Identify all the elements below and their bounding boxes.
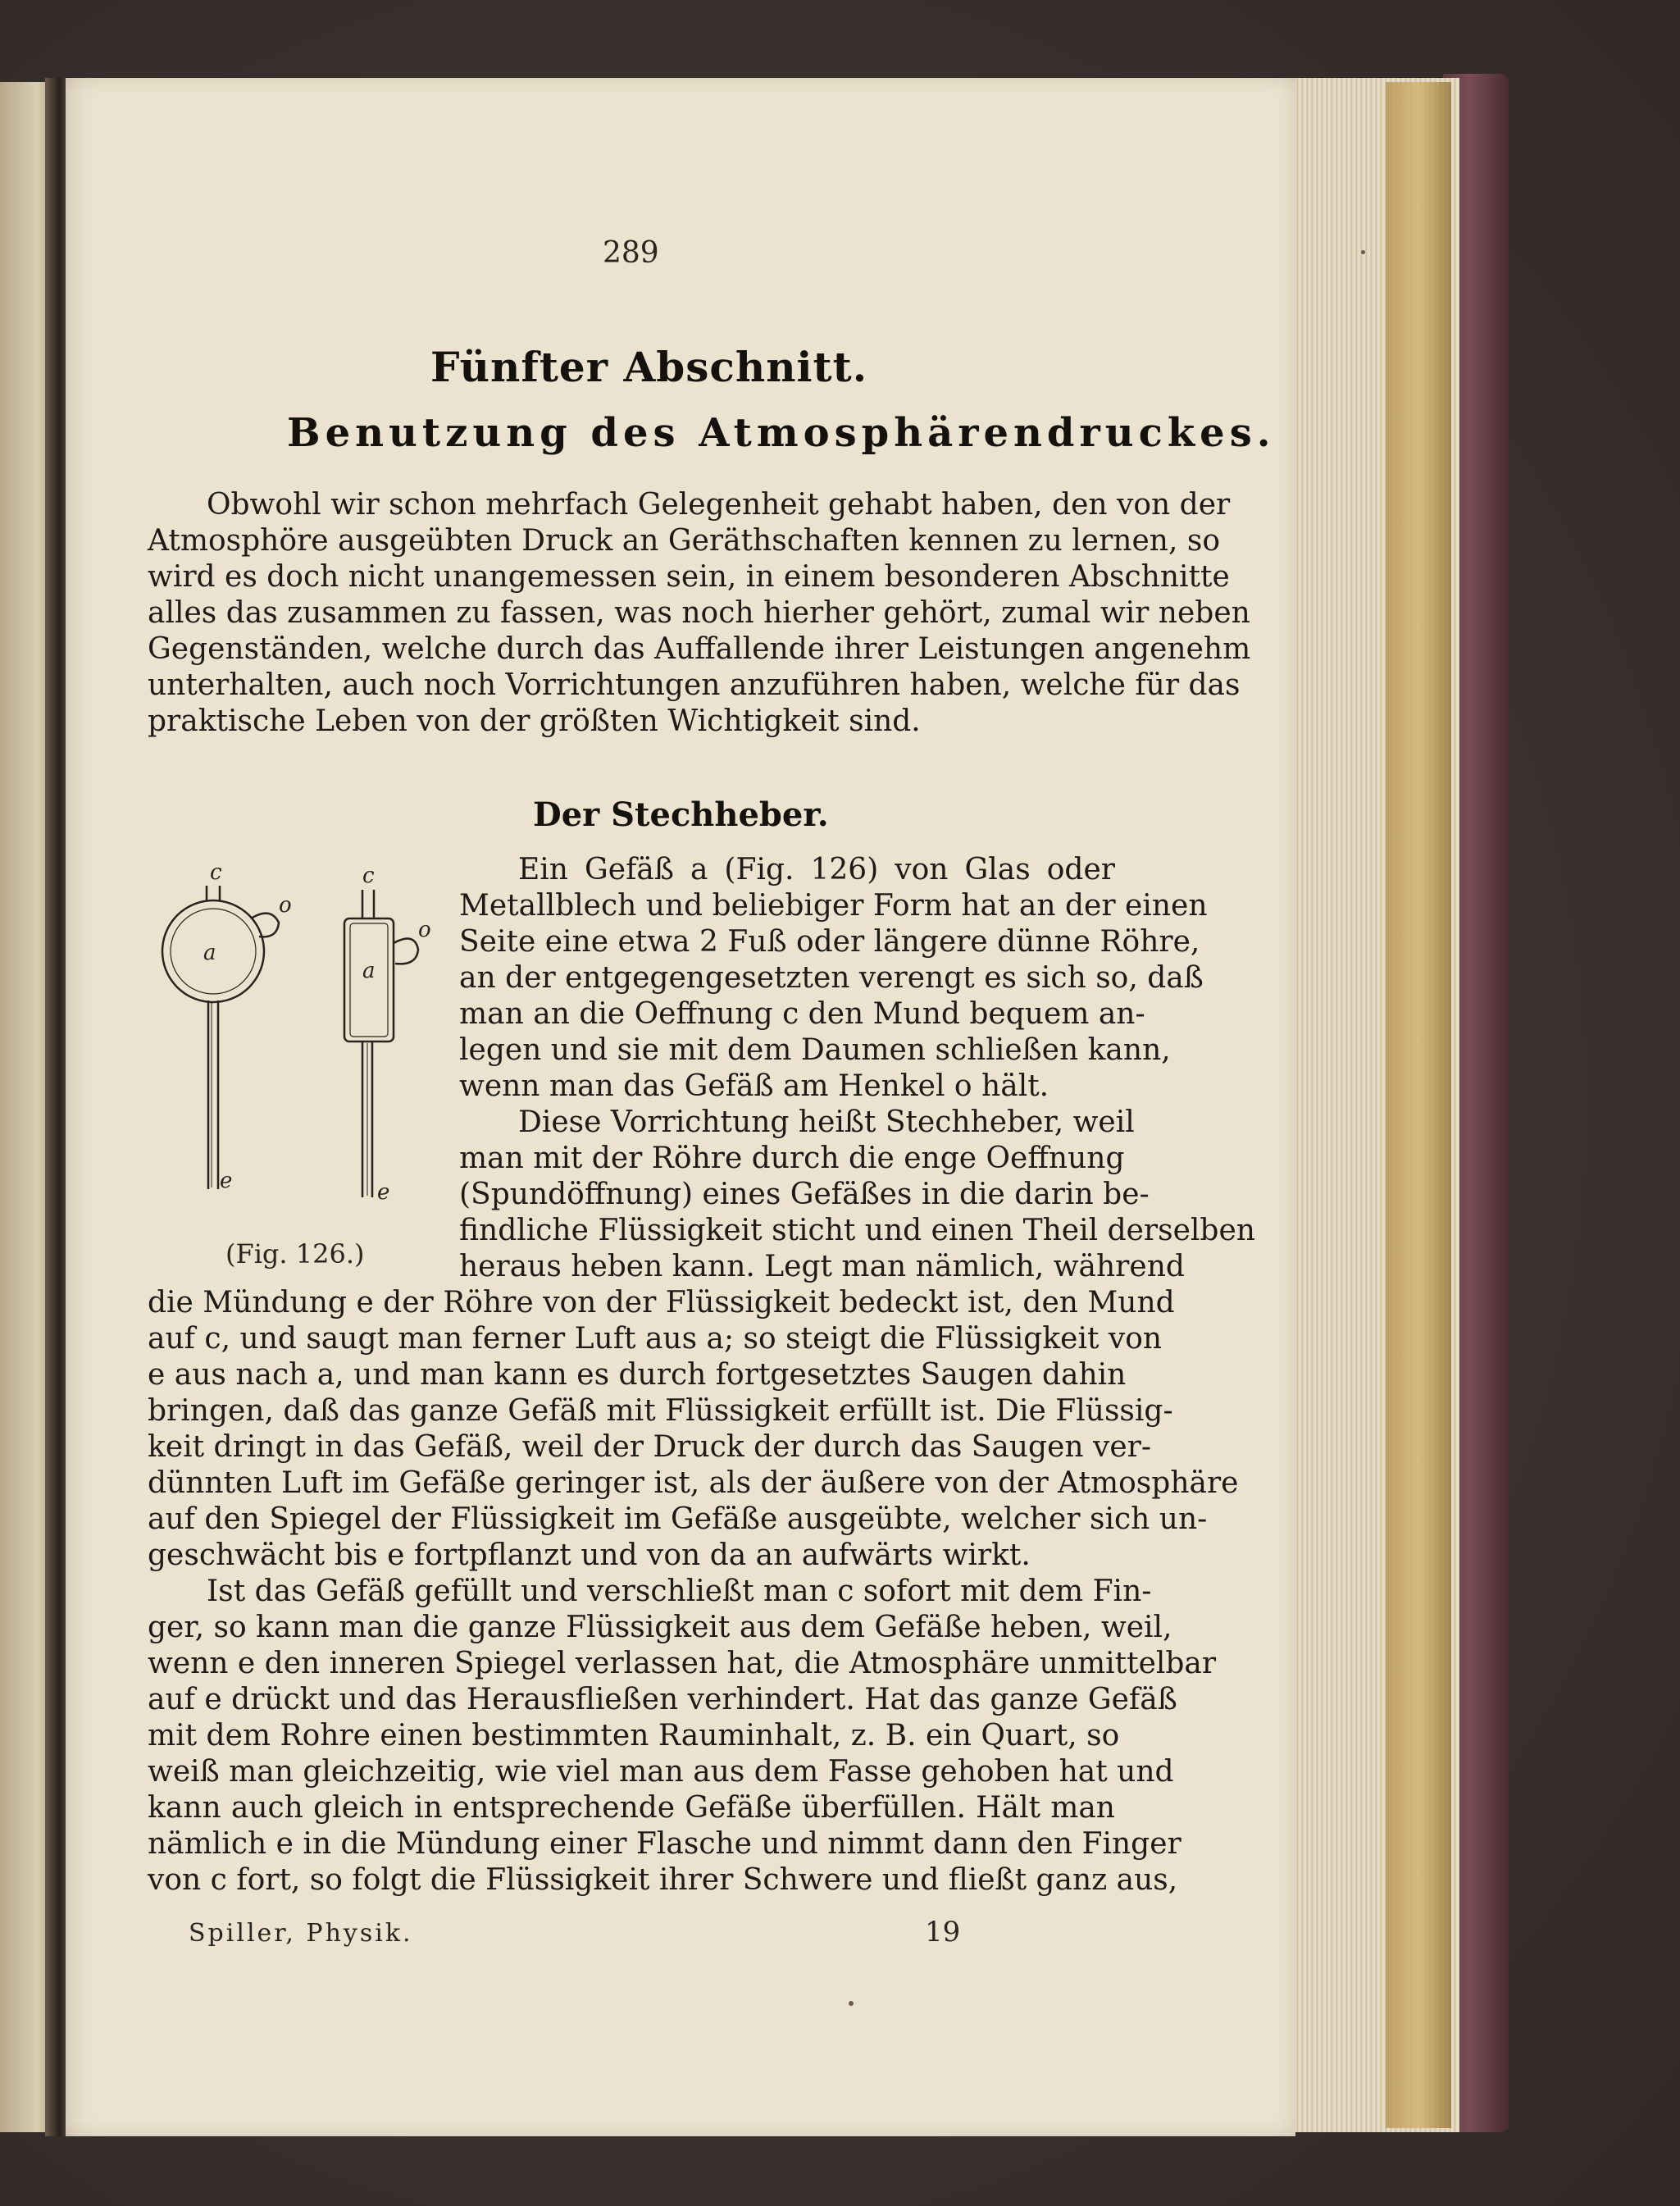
- body-line: bringen, daß das ganze Gefäß mit Flüssigkeit erfüllt ist. Die Flüssig-: [148, 1394, 1173, 1428]
- body-line: nämlich e in die Mündung einer Flasche und nimmt dann den Finger: [148, 1827, 1181, 1861]
- stechheber-illustration: [148, 861, 443, 1214]
- body-line: heraus heben kann. Legt man nämlich, während: [459, 1250, 1185, 1283]
- body-line: ger, so kann man die ganze Flüssigkeit aus dem Gefäße heben, weil,: [148, 1611, 1172, 1644]
- page-number: 289: [603, 236, 659, 270]
- body-line: auf c, und saugt man ferner Luft aus a; so steigt die Flüssigkeit von: [148, 1322, 1163, 1356]
- label-o-right: o: [418, 918, 431, 942]
- section-heading: Fünfter Abschnitt.: [430, 343, 868, 391]
- body-line: Ist das Gefäß gefüllt und verschließt man c sofort mit dem Fin-: [207, 1575, 1152, 1608]
- body-line: e aus nach a, und man kann es durch fortgesetztes Saugen dahin: [148, 1358, 1127, 1392]
- body-line: Atmosphöre ausgeübten Druck an Geräthschaften kennen zu lernen, so: [148, 524, 1221, 558]
- label-a-right: a: [362, 959, 376, 983]
- body-line: Gegenständen, welche durch das Auffallende ihrer Leistungen angenehm: [148, 632, 1251, 666]
- body-line: (Spundöffnung) eines Gefäßes in die darin be-: [459, 1178, 1150, 1211]
- body-line: unterhalten, auch noch Vorrichtungen anzuführen haben, welche für das: [148, 668, 1241, 702]
- figure-126: [148, 861, 443, 1214]
- body-line: legen und sie mit dem Daumen schließen kann,: [459, 1033, 1171, 1067]
- body-line: mit dem Rohre einen bestimmten Rauminhalt, z. B. ein Quart, so: [148, 1719, 1120, 1752]
- body-line: kann auch gleich in entsprechende Gefäße überfüllen. Hält man: [148, 1791, 1115, 1825]
- label-e-right: e: [377, 1180, 390, 1205]
- body-line: Seite eine etwa 2 Fuß oder längere dünne Röhre,: [459, 925, 1200, 959]
- gilt-edge: [1386, 82, 1451, 2128]
- book-gutter: [45, 78, 66, 2136]
- body-line: wird es doch nicht unangemessen sein, in einem besonderen Abschnitte: [148, 560, 1230, 594]
- figure-caption: (Fig. 126.): [225, 1238, 365, 1269]
- footer-signature: Spiller, Physik.: [189, 1919, 413, 1948]
- body-line: Metallblech und beliebiger Form hat an der einen: [459, 889, 1208, 923]
- body-line: dünnten Luft im Gefäße geringer ist, als der äußere von der Atmosphäre: [148, 1466, 1239, 1500]
- label-c-right: c: [362, 864, 375, 888]
- body-line: von c fort, so folgt die Flüssigkeit ihrer Schwere und fließt ganz aus,: [148, 1863, 1178, 1897]
- body-line: Diese Vorrichtung heißt Stechheber, weil: [518, 1105, 1135, 1139]
- paper-speck: [849, 2001, 854, 2006]
- body-line: auf e drückt und das Herausfließen verhindert. Hat das ganze Gefäß: [148, 1683, 1177, 1716]
- chapter-subheading: Benutzung des Atmosphärendruckes.: [287, 410, 1276, 456]
- body-line: man an die Oeffnung c den Mund bequem an-: [459, 997, 1145, 1031]
- subsection-heading: Der Stechheber.: [533, 795, 829, 834]
- body-line: weiß man gleichzeitig, wie viel man aus dem Fasse gehoben hat und: [148, 1755, 1174, 1789]
- body-line: wenn man das Gefäß am Henkel o hält.: [459, 1069, 1049, 1103]
- body-line: wenn e den inneren Spiegel verlassen hat, die Atmosphäre unmittelbar: [148, 1647, 1217, 1680]
- body-line: an der entgegengesetzten verengt es sich so, daß: [459, 961, 1204, 995]
- label-e-left: e: [220, 1169, 233, 1193]
- body-line: Obwohl wir schon mehrfach Gelegenheit gehabt haben, den von der: [207, 488, 1231, 522]
- body-line: geschwächt bis e fortpflanzt und von da an aufwärts wirkt.: [148, 1538, 1031, 1572]
- body-line: keit dringt in das Gefäß, weil der Druck der durch das Saugen ver-: [148, 1430, 1152, 1464]
- body-line: man mit der Röhre durch die enge Oeffnung: [459, 1142, 1125, 1175]
- body-line: Ein Gefäß a (Fig. 126) von Glas oder: [518, 853, 1115, 887]
- footer-sheet-number: 19: [925, 1916, 961, 1948]
- body-line: auf den Spiegel der Flüssigkeit im Gefäße ausgeübte, welcher sich un-: [148, 1502, 1208, 1536]
- paper-speck: [1361, 250, 1365, 254]
- body-line: alles das zusammen zu fassen, was noch hierher gehört, zumal wir neben: [148, 596, 1250, 630]
- body-line: findliche Flüssigkeit sticht und einen Theil derselben: [459, 1214, 1255, 1247]
- label-o-left: o: [279, 893, 292, 918]
- label-c-left: c: [210, 861, 222, 885]
- label-a-left: a: [203, 941, 216, 965]
- body-line: praktische Leben von der größten Wichtigkeit sind.: [148, 704, 921, 738]
- body-line: die Mündung e der Röhre von der Flüssigkeit bedeckt ist, den Mund: [148, 1286, 1175, 1319]
